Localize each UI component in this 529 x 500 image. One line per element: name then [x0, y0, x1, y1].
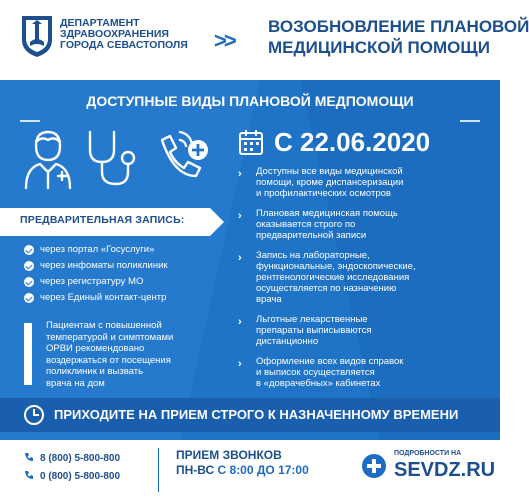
info-line: препараты выписываются: [256, 325, 372, 336]
calendar-icon: [238, 128, 264, 156]
headline-line: МЕДИЦИНСКОЙ ПОМОЩИ: [268, 38, 490, 57]
website-link[interactable]: SEVDZ.RU: [394, 459, 496, 481]
arrow-icon: ›: [238, 358, 242, 370]
check-icon: [24, 293, 34, 303]
list-item-text: через Единый контакт-центр: [40, 292, 167, 303]
stethoscope-icon: [84, 128, 144, 190]
phone-plus-icon: [154, 128, 210, 190]
subtitle-rule: [20, 120, 40, 122]
info-line: Запись на лабораторные,: [256, 250, 370, 261]
info-line: и профилактических осмотров: [256, 188, 391, 199]
info-line: Плановая медицинская помощь: [256, 208, 398, 219]
warning-line: ОРВИ рекомендовано: [46, 343, 145, 354]
warning-line: воздержаться от посещения: [46, 354, 171, 366]
call-hours-time: С 8:00 ДО 17:00: [217, 463, 309, 477]
info-line: предварительной записи: [256, 230, 367, 241]
clock-icon: [24, 405, 44, 425]
info-line: в «доврачебных» кабинетах: [256, 378, 381, 389]
info-line: врача: [256, 294, 282, 305]
check-icon: [24, 277, 34, 287]
doctor-icon: [22, 128, 74, 190]
info-line: помощи, кроме диспансеризации: [256, 177, 404, 188]
phone-line: [24, 470, 120, 482]
pre-registration-list: [24, 243, 224, 307]
arrow-icon: ›: [238, 168, 242, 180]
pre-registration-label: ПРЕДВАРИТЕЛЬНАЯ ЗАПИСЬ:: [20, 214, 185, 226]
crest-icon: [20, 14, 54, 58]
warning-line: температурой и симптомами: [46, 331, 174, 343]
info-line: функциональные, эндоскопические,: [256, 261, 416, 272]
warning-line: врача на дом: [46, 377, 105, 389]
info-line: Доступны все виды медицинской: [256, 166, 403, 177]
headline-line: ВОЗОБНОВЛЕНИЕ ПЛАНОВОЙ: [268, 17, 529, 36]
main-panel: [0, 80, 500, 440]
info-item: [238, 356, 488, 389]
appointment-notice: ПРИХОДИТЕ НА ПРИЕМ СТРОГО К НАЗНАЧЕННОМУ ВРЕМЕНИ: [54, 407, 459, 422]
check-icon: [24, 245, 34, 255]
plus-icon: [362, 454, 386, 478]
subtitle-bar: [0, 88, 500, 114]
chevrons-icon: >>: [214, 28, 234, 53]
list-item-text: через регистратуру МО: [40, 276, 144, 287]
header: [0, 0, 529, 80]
info-line: оказывается строго по: [256, 219, 356, 230]
phone-icon: [24, 452, 34, 462]
phone-line: [24, 452, 120, 464]
check-icon: [24, 261, 34, 271]
department-line: ДЕПАРТАМЕНТ: [60, 17, 140, 29]
phone-icon: [24, 470, 34, 480]
more-info-label: ПОДРОБНОСТИ НА: [394, 450, 462, 457]
arrow-icon: ›: [238, 210, 242, 222]
info-item: [238, 250, 488, 305]
list-item: [24, 291, 224, 307]
info-line: Льготные лекарственные: [256, 314, 368, 325]
start-date: С 22.06.2020: [274, 127, 431, 157]
department-line: ГОРОДА СЕВАСТОПОЛЯ: [60, 39, 188, 51]
subtitle-rule: [460, 120, 480, 122]
warning-line: поликлиник и вызвать: [46, 366, 144, 377]
list-item: [24, 243, 224, 259]
info-item: [238, 314, 488, 347]
footer-divider: [158, 448, 159, 492]
list-item-text: через инфоматы поликлиник: [40, 260, 168, 271]
warning-line: Пациентам с повышенной: [46, 320, 162, 331]
phone-number[interactable]: 8 (800) 5-800-800: [40, 453, 121, 464]
list-item-text: через портал «Госуслуги»: [40, 244, 155, 255]
headline: [268, 16, 529, 58]
call-hours-days: ПН-ВС: [176, 463, 215, 477]
info-line: Оформление всех видов справок: [256, 356, 404, 367]
call-hours-title: ПРИЕМ ЗВОНКОВ: [176, 448, 282, 462]
info-line: осуществляется по назначению: [256, 283, 397, 294]
footer: [0, 440, 500, 500]
subtitle: ДОСТУПНЫЕ ВИДЫ ПЛАНОВОЙ МЕДПОМОЩИ: [86, 93, 414, 109]
list-item: [24, 259, 224, 275]
info-item: [238, 208, 488, 241]
call-hours: [176, 448, 346, 478]
arrow-icon: ›: [238, 316, 242, 328]
phone-number[interactable]: 0 (800) 5-800-800: [40, 471, 121, 482]
warning-text: [46, 320, 226, 389]
pre-registration-arrow: [210, 208, 224, 236]
info-line: дистанционно: [256, 336, 319, 347]
department-line: ЗДРАВООХРАНЕНИЯ: [60, 28, 169, 40]
list-item: [24, 275, 224, 291]
info-line: рентгенологические исследования: [256, 272, 410, 283]
info-line: и выписок осуществляется: [256, 367, 375, 378]
arrow-icon: ›: [238, 252, 242, 264]
warning-bar: [24, 323, 32, 385]
appointment-strip: [0, 398, 500, 432]
service-icons: [22, 128, 232, 198]
info-item: [238, 166, 488, 199]
department-name: [60, 18, 210, 51]
